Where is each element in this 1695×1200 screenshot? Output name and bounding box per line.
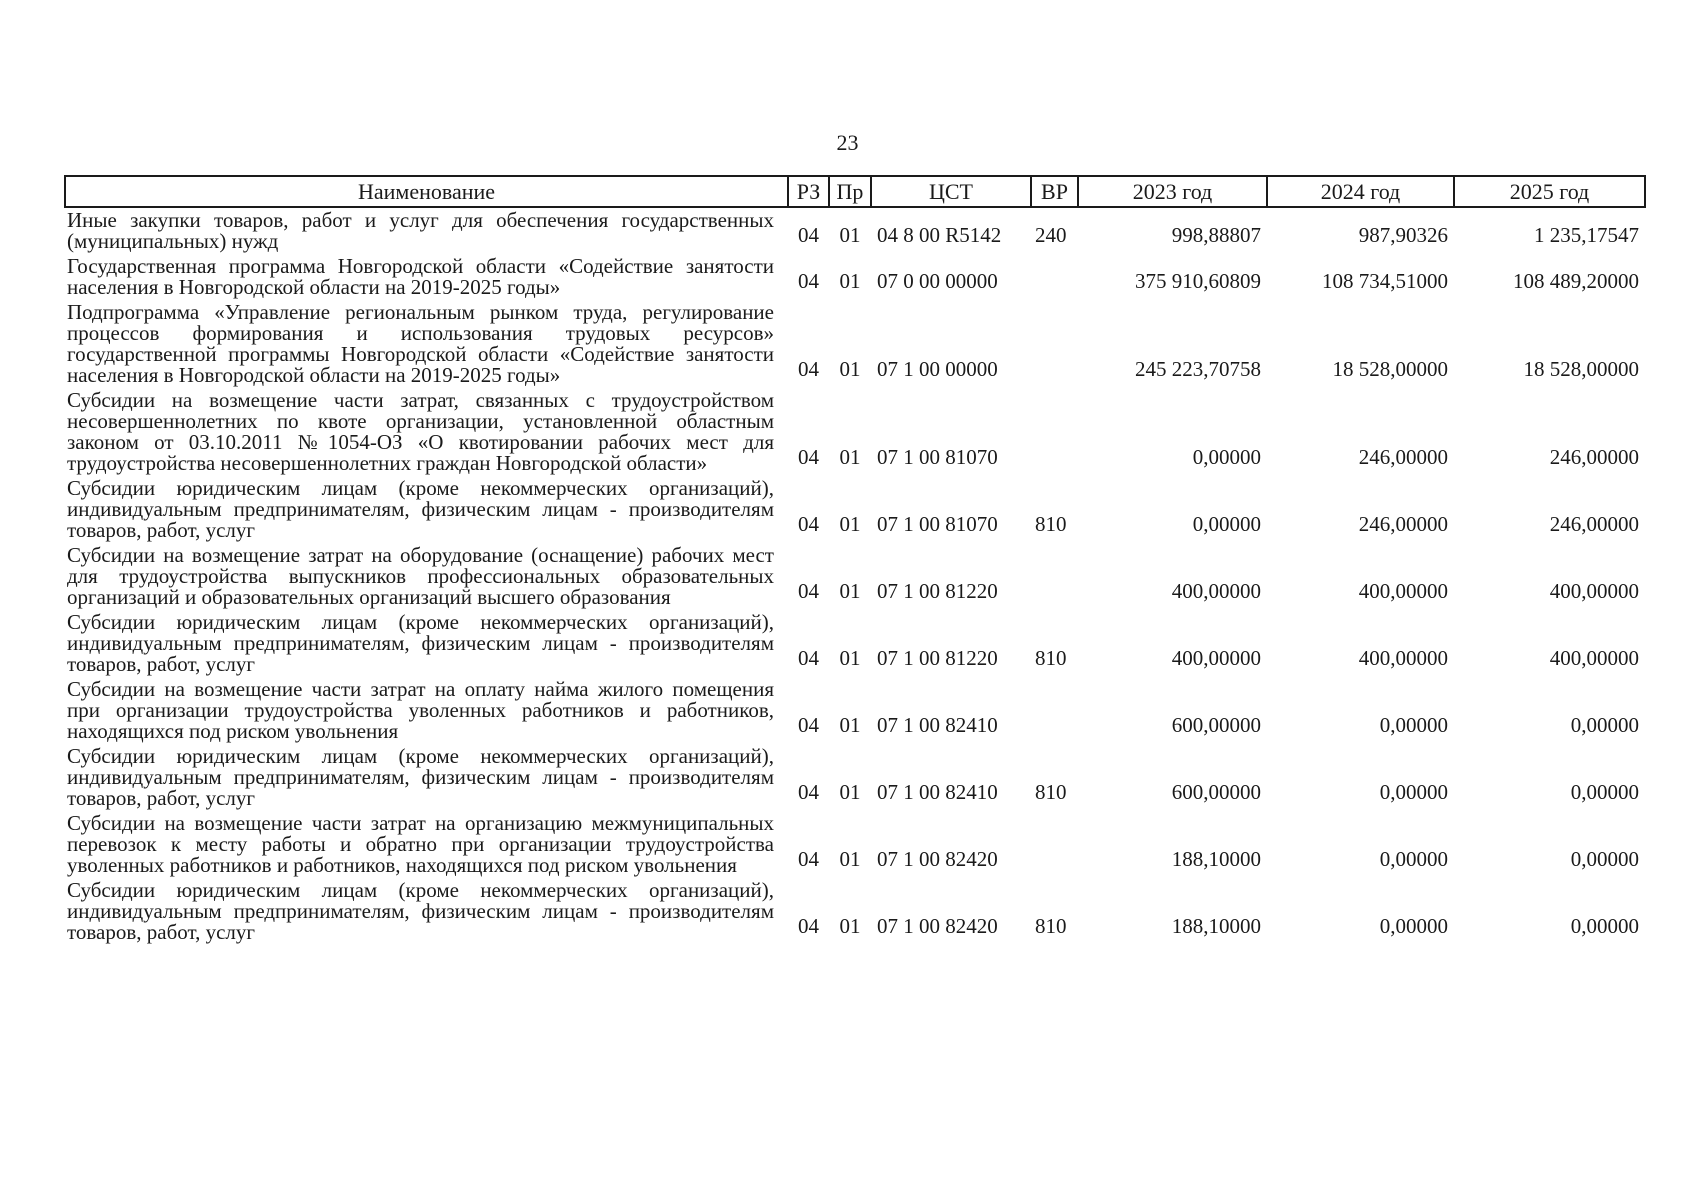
- row-name: Субсидии юридическим лицам (кроме некоммерческих организаций), индивидуальным предпринимателям, физическим лицам - производителям товаров, работ, услуг: [67, 878, 774, 944]
- row-pr: 01: [839, 269, 861, 293]
- row-cst: 04 8 00 R5142: [877, 223, 1002, 247]
- row-vr: [1031, 300, 1078, 388]
- row-cst: 07 1 00 81220: [877, 579, 998, 603]
- page-number: 23: [836, 130, 859, 155]
- header-2024: 2024 год: [1267, 176, 1454, 207]
- row-2024: 108 734,51000: [1322, 269, 1448, 293]
- header-2023: 2023 год: [1078, 176, 1267, 207]
- row-2023: 245 223,70758: [1135, 357, 1261, 381]
- row-name: Иные закупки товаров, работ и услуг для обеспечения государственных (муниципальных) нужд: [67, 208, 774, 253]
- row-name: Государственная программа Новгородской области «Содействие занятости населения в Новгородской области на 2019-2025 годы»: [67, 254, 774, 299]
- row-2024: 400,00000: [1358, 646, 1448, 670]
- row-vr: [1031, 543, 1078, 610]
- row-2024: 18 528,00000: [1332, 357, 1448, 381]
- row-2024: 0,00000: [1379, 780, 1448, 804]
- row-2024: 0,00000: [1379, 713, 1448, 737]
- table-row: [65, 207, 1645, 254]
- table-header-row: [65, 176, 1645, 207]
- row-2025: 400,00000: [1549, 579, 1639, 603]
- row-rz: 04: [798, 445, 819, 469]
- row-2023: 0,00000: [1192, 445, 1261, 469]
- row-pr: 01: [839, 357, 861, 381]
- row-2025: 246,00000: [1549, 445, 1639, 469]
- row-cst: 07 1 00 81070: [877, 512, 998, 536]
- row-2023: 188,10000: [1171, 847, 1261, 871]
- row-cst: 07 0 00 00000: [877, 269, 998, 293]
- row-rz: 04: [798, 780, 819, 804]
- row-pr: 01: [839, 780, 861, 804]
- header-cst: ЦСТ: [871, 176, 1031, 207]
- row-pr: 01: [839, 512, 861, 536]
- row-vr: 810: [1035, 646, 1067, 670]
- row-2025: 0,00000: [1570, 780, 1639, 804]
- row-pr: 01: [839, 847, 861, 871]
- row-vr: 810: [1035, 914, 1067, 938]
- row-2024: 246,00000: [1358, 512, 1448, 536]
- row-2024: 400,00000: [1358, 579, 1448, 603]
- header-2025: 2025 год: [1454, 176, 1645, 207]
- row-cst: 07 1 00 00000: [877, 357, 998, 381]
- row-rz: 04: [798, 847, 819, 871]
- row-vr: [1031, 811, 1078, 878]
- row-rz: 04: [798, 269, 819, 293]
- row-2025: 1 235,17547: [1534, 223, 1639, 247]
- row-name: Субсидии на возмещение части затрат на оплату найма жилого помещения при организации трудоустройства уволенных работников и работников, находящихся под риском увольнения: [67, 677, 774, 743]
- header-rz: РЗ: [788, 176, 829, 207]
- header-name: Наименование: [65, 176, 788, 207]
- table-row: [65, 476, 1645, 543]
- row-rz: 04: [798, 646, 819, 670]
- row-cst: 07 1 00 82420: [877, 847, 998, 871]
- row-rz: 04: [798, 713, 819, 737]
- row-2024: 987,90326: [1358, 223, 1448, 247]
- row-vr: [1031, 388, 1078, 476]
- row-rz: 04: [798, 512, 819, 536]
- row-2023: 375 910,60809: [1135, 269, 1261, 293]
- row-cst: 07 1 00 82410: [877, 780, 998, 804]
- row-pr: 01: [839, 579, 861, 603]
- row-2024: 0,00000: [1379, 914, 1448, 938]
- row-vr: [1031, 677, 1078, 744]
- row-2023: 998,88807: [1171, 223, 1261, 247]
- row-name: Субсидии на возмещение части затрат на организацию межмуниципальных перевозок к месту работы и обратно при организации трудоустройства уволенных работников и работников, находящихся под риском увольнения: [67, 811, 774, 877]
- row-2023: 600,00000: [1171, 713, 1261, 737]
- row-2025: 246,00000: [1549, 512, 1639, 536]
- row-2023: 188,10000: [1171, 914, 1261, 938]
- row-2025: 0,00000: [1570, 914, 1639, 938]
- row-2023: 0,00000: [1192, 512, 1261, 536]
- table-row: [65, 543, 1645, 610]
- table-body: [65, 207, 1645, 945]
- row-name: Подпрограмма «Управление региональным рынком труда, регулирование процессов формирования и использования трудовых ресурсов» государственной программы Новгородской области «Содействие занятости населения в Новгородской области на 2019-2025 годы»: [67, 300, 774, 387]
- table-row: [65, 878, 1645, 945]
- row-2023: 600,00000: [1171, 780, 1261, 804]
- row-2025: 108 489,20000: [1513, 269, 1639, 293]
- row-cst: 07 1 00 81220: [877, 646, 998, 670]
- row-2025: 0,00000: [1570, 713, 1639, 737]
- row-2025: 400,00000: [1549, 646, 1639, 670]
- row-2023: 400,00000: [1171, 646, 1261, 670]
- table-row: [65, 254, 1645, 300]
- table-row: [65, 610, 1645, 677]
- row-rz: 04: [798, 357, 819, 381]
- row-name: Субсидии юридическим лицам (кроме некоммерческих организаций), индивидуальным предпринимателям, физическим лицам - производителям товаров, работ, услуг: [67, 744, 774, 810]
- row-vr: 240: [1035, 223, 1067, 247]
- table-row: [65, 388, 1645, 476]
- row-rz: 04: [798, 223, 819, 247]
- row-name: Субсидии на возмещение затрат на оборудование (оснащение) рабочих мест для трудоустройства выпускников профессиональных образовательных организаций и образовательных организаций высшего образования: [67, 543, 774, 609]
- row-2023: 400,00000: [1171, 579, 1261, 603]
- row-2025: 0,00000: [1570, 847, 1639, 871]
- row-pr: 01: [839, 646, 861, 670]
- row-vr: 810: [1035, 512, 1067, 536]
- row-vr: [1031, 254, 1078, 300]
- row-name: Субсидии юридическим лицам (кроме некоммерческих организаций), индивидуальным предпринимателям, физическим лицам - производителям товаров, работ, услуг: [67, 476, 774, 542]
- table-row: [65, 300, 1645, 388]
- header-pr: Пр: [829, 176, 871, 207]
- row-name: Субсидии юридическим лицам (кроме некоммерческих организаций), индивидуальным предпринимателям, физическим лицам - производителям товаров, работ, услуг: [67, 610, 774, 676]
- row-cst: 07 1 00 81070: [877, 445, 998, 469]
- row-cst: 07 1 00 82420: [877, 914, 998, 938]
- table-row: [65, 811, 1645, 878]
- row-pr: 01: [839, 713, 861, 737]
- row-vr: 810: [1035, 780, 1067, 804]
- row-2024: 0,00000: [1379, 847, 1448, 871]
- table-row: [65, 677, 1645, 744]
- row-2025: 18 528,00000: [1523, 357, 1639, 381]
- row-cst: 07 1 00 82410: [877, 713, 998, 737]
- row-pr: 01: [839, 445, 861, 469]
- budget-table: [64, 175, 1646, 945]
- row-name: Субсидии на возмещение части затрат, связанных с трудоустройством несовершеннолетних по квоте организации, установленной областным законом от 03.10.2011 №1054-ОЗ «О квотировании рабочих мест для трудоустройства несовершеннолетних граждан Новгородской области»: [67, 388, 774, 475]
- table-row: [65, 744, 1645, 811]
- row-pr: 01: [839, 914, 861, 938]
- row-pr: 01: [839, 223, 861, 247]
- row-rz: 04: [798, 914, 819, 938]
- header-vr: ВР: [1031, 176, 1078, 207]
- row-rz: 04: [798, 579, 819, 603]
- row-2024: 246,00000: [1358, 445, 1448, 469]
